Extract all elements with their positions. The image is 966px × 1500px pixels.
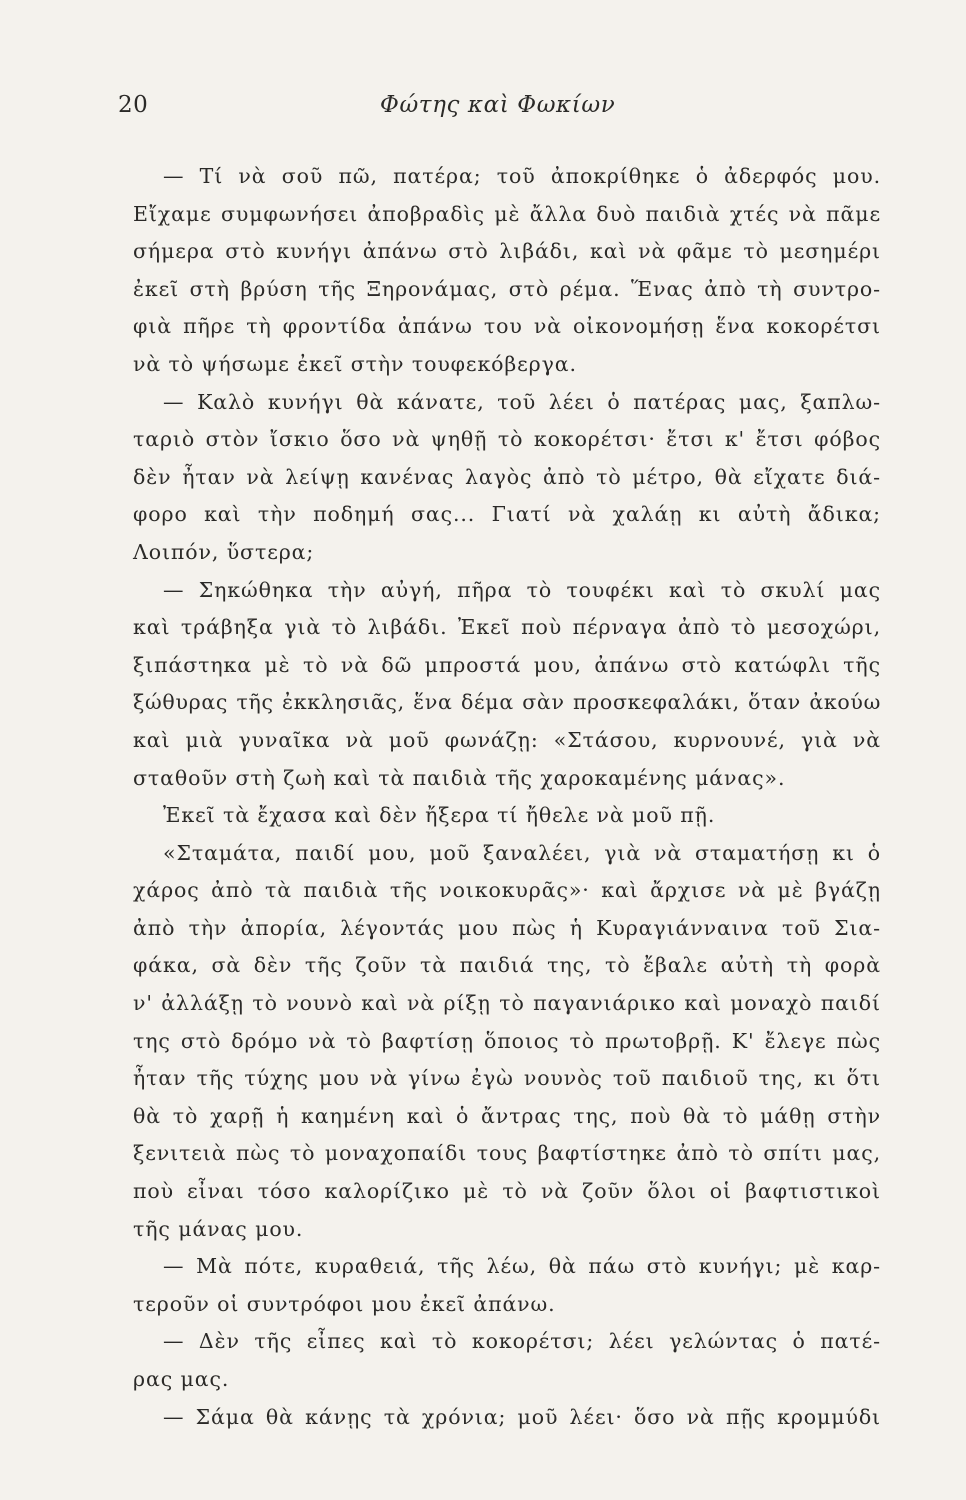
text-line: ξώθυρας τῆς ἐκκλησιᾶς, ἕνα δέμα σὰν προσκεφαλάκι, ὅταν ἀκούω — [133, 690, 881, 715]
text-line: — Τί νὰ σοῦ πῶ, πατέρα; τοῦ ἀποκρίθηκε ὁ ἀδερφός μου. — [163, 164, 881, 188]
text-line: — Δὲν τῆς εἶπες καὶ τὸ κοκορέτσι; λέει γελώντας ὁ πατέ- — [163, 1329, 881, 1354]
text-line: σταθοῦν στὴ ζωὴ καὶ τὰ παιδιὰ τῆς χαροκαμένης μάνας». — [133, 765, 786, 790]
text-line: — Σάμα θὰ κάνῃς τὰ χρόνια; μοῦ λέει· ὅσο νὰ πῇς κρομμύδι — [163, 1404, 881, 1429]
text-line: — Καλὸ κυνήγι θὰ κάνατε, τοῦ λέει ὁ πατέρας μας, ξαπλω- — [163, 389, 881, 414]
text-line: ρας μας. — [133, 1367, 230, 1391]
text-line: ξενιτειὰ πὼς τὸ μοναχοπαίδι τους βαφτίστηκε ἀπὸ τὸ σπίτι μας, — [133, 1141, 881, 1166]
page-number: 20 — [118, 92, 149, 118]
running-header — [118, 92, 908, 124]
text-line: «Σταμάτα, παιδί μου, μοῦ ξαναλέει, γιὰ νὰ σταματήσῃ κι ὁ — [163, 840, 881, 865]
text-line: ξιπάστηκα μὲ τὸ νὰ δῶ μπροστά μου, ἀπάνω στὸ κατώφλι τῆς — [133, 652, 881, 677]
text-line: φάκα, σὰ δὲν τῆς ζοῦν τὰ παιδιά της, τὸ ἔβαλε αὐτὴ τὴ φορὰ — [133, 953, 881, 978]
text-line: ἀπὸ τὴν ἀπορία, λέγοντάς μου πὼς ἡ Κυραγιάνναινα τοῦ Σια- — [133, 915, 881, 940]
text-line: Εἴχαμε συμφωνήσει ἀποβραδὶς μὲ ἄλλα δυὸ παιδιὰ χτές νὰ πᾶμε — [133, 201, 881, 226]
text-line: ἦταν τῆς τύχης μου νὰ γίνω ἐγὼ νουνὸς τοῦ παιδιοῦ της, κι ὅτι — [133, 1066, 881, 1091]
text-line: ἐκεῖ στὴ βρύση τῆς Ξηρονάμας, στὸ ρέμα. Ἕνας ἀπὸ τὴ συντρο- — [133, 276, 881, 301]
text-line: ν' ἀλλάξῃ τὸ νουνὸ καὶ νὰ ρίξῃ τὸ παγανιάρικο καὶ μοναχὸ παιδί — [133, 991, 881, 1016]
text-line: Ἐκεῖ τὰ ἔχασα καὶ δὲν ἤξερα τί ἤθελε νὰ μοῦ πῇ. — [163, 803, 716, 828]
text-line: — Μὰ πότε, κυραθειά, τῆς λέω, θὰ πάω στὸ κυνήγι; μὲ καρ- — [163, 1254, 881, 1279]
text-line: νὰ τὸ ψήσωμε ἐκεῖ στὴν τουφεκόβεργα. — [133, 351, 577, 376]
text-line: χάρος ἀπὸ τὰ παιδιὰ τῆς νοικοκυρᾶς»· καὶ ἄρχισε νὰ μὲ βγάζῃ — [133, 878, 881, 903]
text-line: φορο καὶ τὴν ποδημή σας... Γιατί νὰ χαλάῃ κι αὐτὴ ἄδικα; — [133, 502, 881, 527]
text-line: τεροῦν οἱ συντρόφοι μου ἐκεῖ ἀπάνω. — [133, 1291, 556, 1316]
text-line: δὲν ἦταν νὰ λείψῃ κανένας λαγὸς ἀπὸ τὸ μέτρο, θὰ εἴχατε διά- — [133, 464, 881, 489]
text-line: καὶ τράβηξα γιὰ τὸ λιβάδι. Ἐκεῖ ποὺ πέρναγα ἀπὸ τὸ μεσοχώρι, — [133, 615, 881, 640]
text-line: καὶ μιὰ γυναῖκα νὰ μοῦ φωνάζῃ: «Στάσου, κυρνουνέ, γιὰ νὰ — [133, 727, 881, 752]
body-text — [133, 158, 881, 1436]
text-line: Λοιπόν, ὕστερα; — [133, 539, 315, 564]
text-line: σήμερα στὸ κυνήγι ἀπάνω στὸ λιβάδι, καὶ νὰ φᾶμε τὸ μεσημέρι — [133, 239, 881, 264]
text-line: — Σηκώθηκα τὴν αὐγή, πῆρα τὸ τουφέκι καὶ τὸ σκυλί μας — [163, 577, 881, 602]
text-line: ποὺ εἶναι τόσο καλορίζικο μὲ τὸ νὰ ζοῦν ὅλοι οἱ βαφτιστικοὶ — [133, 1179, 881, 1204]
running-title: Φώτης καὶ Φωκίων — [380, 92, 616, 118]
text-line: θὰ τὸ χαρῇ ἡ καημένη καὶ ὁ ἄντρας της, ποὺ θὰ τὸ μάθῃ στὴν — [133, 1103, 881, 1128]
text-line: ταριὸ στὸν ἴσκιο ὅσο νὰ ψηθῇ τὸ κοκορέτσι· ἔτσι κ' ἔτσι φόβος — [133, 427, 881, 452]
text-line: τῆς μάνας μου. — [133, 1216, 304, 1241]
text-line: της στὸ δρόμο νὰ τὸ βαφτίσῃ ὅποιος τὸ πρωτοβρῇ. Κ' ἔλεγε πὼς — [133, 1028, 881, 1053]
text-line: φιὰ πῆρε τὴ φροντίδα ἀπάνω του νὰ οἰκονομήσῃ ἕνα κοκορέτσι — [133, 314, 881, 339]
